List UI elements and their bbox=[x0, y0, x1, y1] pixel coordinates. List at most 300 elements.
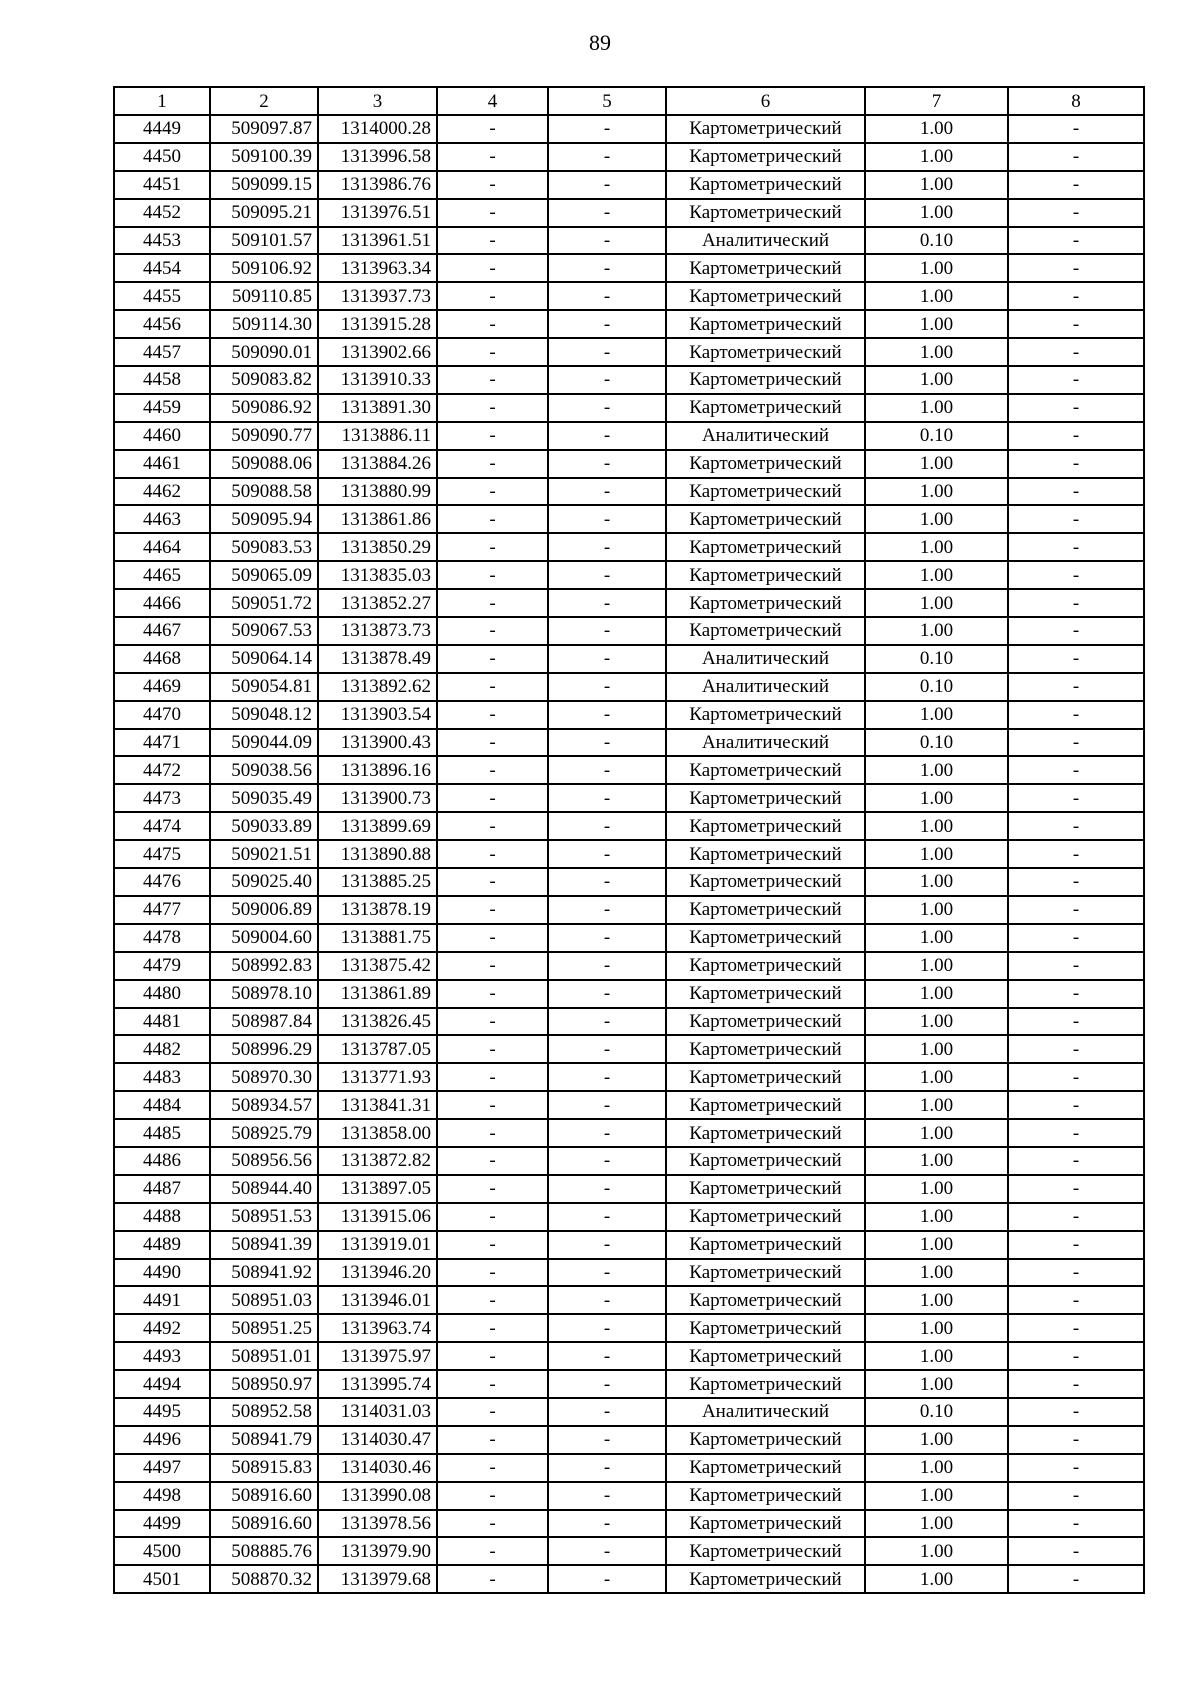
accuracy-cell: 0.10 bbox=[865, 673, 1008, 701]
table-row bbox=[114, 422, 1144, 450]
column-5-cell: - bbox=[548, 533, 666, 561]
method-cell: Картометрический bbox=[666, 338, 865, 366]
method-cell: Картометрический bbox=[666, 1537, 865, 1565]
table-row bbox=[114, 1008, 1144, 1036]
y-coordinate-cell: 1313852.27 bbox=[318, 589, 437, 617]
table-row bbox=[114, 673, 1144, 701]
column-5-cell: - bbox=[548, 1119, 666, 1147]
y-coordinate-cell: 1313878.19 bbox=[318, 896, 437, 924]
y-coordinate-cell: 1313873.73 bbox=[318, 617, 437, 645]
column-5-cell: - bbox=[548, 840, 666, 868]
column-8-cell: - bbox=[1008, 1259, 1144, 1287]
x-coordinate-cell: 509090.77 bbox=[210, 422, 318, 450]
column-8-cell: - bbox=[1008, 1147, 1144, 1175]
column-4-cell: - bbox=[437, 422, 548, 450]
y-coordinate-cell: 1313900.73 bbox=[318, 784, 437, 812]
accuracy-cell: 1.00 bbox=[865, 924, 1008, 952]
y-coordinate-cell: 1313771.93 bbox=[318, 1063, 437, 1091]
column-4-cell: - bbox=[437, 1259, 548, 1287]
point-number-cell: 4494 bbox=[114, 1370, 210, 1398]
column-5-cell: - bbox=[548, 701, 666, 729]
table-row bbox=[114, 1231, 1144, 1259]
point-number-cell: 4476 bbox=[114, 868, 210, 896]
point-number-cell: 4457 bbox=[114, 338, 210, 366]
x-coordinate-cell: 509099.15 bbox=[210, 171, 318, 199]
method-cell: Картометрический bbox=[666, 1426, 865, 1454]
x-coordinate-cell: 508915.83 bbox=[210, 1454, 318, 1482]
y-coordinate-cell: 1313826.45 bbox=[318, 1008, 437, 1036]
y-coordinate-cell: 1313885.25 bbox=[318, 868, 437, 896]
column-4-cell: - bbox=[437, 338, 548, 366]
table-row bbox=[114, 1286, 1144, 1314]
column-5-cell: - bbox=[548, 310, 666, 338]
column-5-cell: - bbox=[548, 784, 666, 812]
table-row bbox=[114, 394, 1144, 422]
x-coordinate-cell: 509095.94 bbox=[210, 505, 318, 533]
column-header: 5 bbox=[548, 87, 666, 115]
column-8-cell: - bbox=[1008, 1454, 1144, 1482]
column-5-cell: - bbox=[548, 1537, 666, 1565]
column-8-cell: - bbox=[1008, 589, 1144, 617]
x-coordinate-cell: 509088.58 bbox=[210, 478, 318, 506]
table-row bbox=[114, 840, 1144, 868]
accuracy-cell: 1.00 bbox=[865, 701, 1008, 729]
accuracy-cell: 1.00 bbox=[865, 589, 1008, 617]
accuracy-cell: 1.00 bbox=[865, 1203, 1008, 1231]
method-cell: Картометрический bbox=[666, 394, 865, 422]
accuracy-cell: 1.00 bbox=[865, 1426, 1008, 1454]
y-coordinate-cell: 1314030.46 bbox=[318, 1454, 437, 1482]
column-8-cell: - bbox=[1008, 505, 1144, 533]
column-4-cell: - bbox=[437, 394, 548, 422]
x-coordinate-cell: 508951.03 bbox=[210, 1286, 318, 1314]
table-row bbox=[114, 1510, 1144, 1538]
y-coordinate-cell: 1313976.51 bbox=[318, 199, 437, 227]
column-4-cell: - bbox=[437, 924, 548, 952]
point-number-cell: 4479 bbox=[114, 952, 210, 980]
column-8-cell: - bbox=[1008, 1231, 1144, 1259]
column-4-cell: - bbox=[437, 673, 548, 701]
y-coordinate-cell: 1313915.06 bbox=[318, 1203, 437, 1231]
method-cell: Картометрический bbox=[666, 1565, 865, 1593]
y-coordinate-cell: 1313897.05 bbox=[318, 1175, 437, 1203]
point-number-cell: 4464 bbox=[114, 533, 210, 561]
table-row bbox=[114, 1175, 1144, 1203]
table-row bbox=[114, 1147, 1144, 1175]
column-8-cell: - bbox=[1008, 115, 1144, 143]
method-cell: Аналитический bbox=[666, 422, 865, 450]
point-number-cell: 4493 bbox=[114, 1342, 210, 1370]
x-coordinate-cell: 509033.89 bbox=[210, 812, 318, 840]
x-coordinate-cell: 508941.92 bbox=[210, 1259, 318, 1287]
y-coordinate-cell: 1313861.89 bbox=[318, 980, 437, 1008]
method-cell: Картометрический bbox=[666, 1035, 865, 1063]
column-5-cell: - bbox=[548, 952, 666, 980]
table-row bbox=[114, 505, 1144, 533]
page-number: 89 bbox=[589, 30, 611, 55]
x-coordinate-cell: 509051.72 bbox=[210, 589, 318, 617]
y-coordinate-cell: 1313978.56 bbox=[318, 1510, 437, 1538]
point-number-cell: 4449 bbox=[114, 115, 210, 143]
accuracy-cell: 1.00 bbox=[865, 1510, 1008, 1538]
table-row bbox=[114, 143, 1144, 171]
point-number-cell: 4456 bbox=[114, 310, 210, 338]
point-number-cell: 4474 bbox=[114, 812, 210, 840]
column-5-cell: - bbox=[548, 812, 666, 840]
column-8-cell: - bbox=[1008, 422, 1144, 450]
x-coordinate-cell: 509064.14 bbox=[210, 645, 318, 673]
method-cell: Картометрический bbox=[666, 1203, 865, 1231]
point-number-cell: 4472 bbox=[114, 756, 210, 784]
point-number-cell: 4478 bbox=[114, 924, 210, 952]
column-5-cell: - bbox=[548, 561, 666, 589]
point-number-cell: 4465 bbox=[114, 561, 210, 589]
column-4-cell: - bbox=[437, 282, 548, 310]
column-5-cell: - bbox=[548, 1063, 666, 1091]
column-8-cell: - bbox=[1008, 1008, 1144, 1036]
column-4-cell: - bbox=[437, 1426, 548, 1454]
x-coordinate-cell: 509048.12 bbox=[210, 701, 318, 729]
column-5-cell: - bbox=[548, 199, 666, 227]
method-cell: Картометрический bbox=[666, 952, 865, 980]
x-coordinate-cell: 508987.84 bbox=[210, 1008, 318, 1036]
method-cell: Аналитический bbox=[666, 729, 865, 757]
method-cell: Картометрический bbox=[666, 1370, 865, 1398]
coordinates-table bbox=[113, 86, 1145, 1594]
point-number-cell: 4475 bbox=[114, 840, 210, 868]
point-number-cell: 4451 bbox=[114, 171, 210, 199]
table-row bbox=[114, 450, 1144, 478]
point-number-cell: 4453 bbox=[114, 227, 210, 255]
accuracy-cell: 1.00 bbox=[865, 366, 1008, 394]
table-row bbox=[114, 1314, 1144, 1342]
column-4-cell: - bbox=[437, 701, 548, 729]
y-coordinate-cell: 1313896.16 bbox=[318, 756, 437, 784]
x-coordinate-cell: 509083.82 bbox=[210, 366, 318, 394]
column-8-cell: - bbox=[1008, 952, 1144, 980]
column-8-cell: - bbox=[1008, 756, 1144, 784]
column-8-cell: - bbox=[1008, 1035, 1144, 1063]
point-number-cell: 4488 bbox=[114, 1203, 210, 1231]
column-4-cell: - bbox=[437, 1147, 548, 1175]
point-number-cell: 4454 bbox=[114, 254, 210, 282]
column-4-cell: - bbox=[437, 1342, 548, 1370]
x-coordinate-cell: 508925.79 bbox=[210, 1119, 318, 1147]
column-8-cell: - bbox=[1008, 1063, 1144, 1091]
table-row bbox=[114, 1398, 1144, 1426]
x-coordinate-cell: 508916.60 bbox=[210, 1510, 318, 1538]
column-4-cell: - bbox=[437, 812, 548, 840]
y-coordinate-cell: 1313946.01 bbox=[318, 1286, 437, 1314]
column-8-cell: - bbox=[1008, 1119, 1144, 1147]
accuracy-cell: 1.00 bbox=[865, 310, 1008, 338]
y-coordinate-cell: 1313946.20 bbox=[318, 1259, 437, 1287]
method-cell: Картометрический bbox=[666, 1063, 865, 1091]
y-coordinate-cell: 1313841.31 bbox=[318, 1091, 437, 1119]
accuracy-cell: 1.00 bbox=[865, 784, 1008, 812]
method-cell: Картометрический bbox=[666, 840, 865, 868]
method-cell: Картометрический bbox=[666, 1231, 865, 1259]
column-8-cell: - bbox=[1008, 254, 1144, 282]
accuracy-cell: 1.00 bbox=[865, 868, 1008, 896]
accuracy-cell: 1.00 bbox=[865, 171, 1008, 199]
column-header: 2 bbox=[210, 87, 318, 115]
y-coordinate-cell: 1313915.28 bbox=[318, 310, 437, 338]
method-cell: Аналитический bbox=[666, 227, 865, 255]
column-4-cell: - bbox=[437, 1537, 548, 1565]
accuracy-cell: 1.00 bbox=[865, 1314, 1008, 1342]
column-4-cell: - bbox=[437, 756, 548, 784]
accuracy-cell: 0.10 bbox=[865, 1398, 1008, 1426]
column-5-cell: - bbox=[548, 171, 666, 199]
column-5-cell: - bbox=[548, 1231, 666, 1259]
method-cell: Картометрический bbox=[666, 561, 865, 589]
column-4-cell: - bbox=[437, 1454, 548, 1482]
x-coordinate-cell: 509101.57 bbox=[210, 227, 318, 255]
column-4-cell: - bbox=[437, 1119, 548, 1147]
y-coordinate-cell: 1313890.88 bbox=[318, 840, 437, 868]
column-4-cell: - bbox=[437, 1231, 548, 1259]
column-8-cell: - bbox=[1008, 729, 1144, 757]
table-row bbox=[114, 366, 1144, 394]
x-coordinate-cell: 508996.29 bbox=[210, 1035, 318, 1063]
point-number-cell: 4459 bbox=[114, 394, 210, 422]
table-row bbox=[114, 1482, 1144, 1510]
point-number-cell: 4490 bbox=[114, 1259, 210, 1287]
table-row bbox=[114, 1426, 1144, 1454]
column-8-cell: - bbox=[1008, 533, 1144, 561]
point-number-cell: 4500 bbox=[114, 1537, 210, 1565]
column-5-cell: - bbox=[548, 1035, 666, 1063]
point-number-cell: 4467 bbox=[114, 617, 210, 645]
x-coordinate-cell: 509083.53 bbox=[210, 533, 318, 561]
point-number-cell: 4473 bbox=[114, 784, 210, 812]
accuracy-cell: 1.00 bbox=[865, 980, 1008, 1008]
column-5-cell: - bbox=[548, 227, 666, 255]
x-coordinate-cell: 508941.79 bbox=[210, 1426, 318, 1454]
accuracy-cell: 1.00 bbox=[865, 478, 1008, 506]
table-header-row bbox=[114, 87, 1144, 115]
accuracy-cell: 1.00 bbox=[865, 1175, 1008, 1203]
column-5-cell: - bbox=[548, 1286, 666, 1314]
method-cell: Картометрический bbox=[666, 1091, 865, 1119]
table-row bbox=[114, 589, 1144, 617]
x-coordinate-cell: 509004.60 bbox=[210, 924, 318, 952]
column-5-cell: - bbox=[548, 1454, 666, 1482]
accuracy-cell: 1.00 bbox=[865, 1454, 1008, 1482]
point-number-cell: 4455 bbox=[114, 282, 210, 310]
column-4-cell: - bbox=[437, 1565, 548, 1593]
column-8-cell: - bbox=[1008, 310, 1144, 338]
table-row bbox=[114, 617, 1144, 645]
accuracy-cell: 0.10 bbox=[865, 227, 1008, 255]
y-coordinate-cell: 1313899.69 bbox=[318, 812, 437, 840]
x-coordinate-cell: 508941.39 bbox=[210, 1231, 318, 1259]
column-8-cell: - bbox=[1008, 840, 1144, 868]
column-4-cell: - bbox=[437, 1091, 548, 1119]
column-4-cell: - bbox=[437, 1482, 548, 1510]
point-number-cell: 4480 bbox=[114, 980, 210, 1008]
column-4-cell: - bbox=[437, 617, 548, 645]
column-5-cell: - bbox=[548, 115, 666, 143]
y-coordinate-cell: 1313884.26 bbox=[318, 450, 437, 478]
point-number-cell: 4470 bbox=[114, 701, 210, 729]
point-number-cell: 4458 bbox=[114, 366, 210, 394]
point-number-cell: 4481 bbox=[114, 1008, 210, 1036]
column-5-cell: - bbox=[548, 1147, 666, 1175]
method-cell: Картометрический bbox=[666, 171, 865, 199]
column-8-cell: - bbox=[1008, 812, 1144, 840]
x-coordinate-cell: 509106.92 bbox=[210, 254, 318, 282]
accuracy-cell: 1.00 bbox=[865, 199, 1008, 227]
column-5-cell: - bbox=[548, 505, 666, 533]
accuracy-cell: 1.00 bbox=[865, 1342, 1008, 1370]
column-8-cell: - bbox=[1008, 896, 1144, 924]
point-number-cell: 4496 bbox=[114, 1426, 210, 1454]
column-8-cell: - bbox=[1008, 1286, 1144, 1314]
method-cell: Картометрический bbox=[666, 199, 865, 227]
accuracy-cell: 1.00 bbox=[865, 1565, 1008, 1593]
point-number-cell: 4483 bbox=[114, 1063, 210, 1091]
x-coordinate-cell: 509065.09 bbox=[210, 561, 318, 589]
accuracy-cell: 1.00 bbox=[865, 1259, 1008, 1287]
method-cell: Картометрический bbox=[666, 505, 865, 533]
column-8-cell: - bbox=[1008, 645, 1144, 673]
column-4-cell: - bbox=[437, 840, 548, 868]
x-coordinate-cell: 509097.87 bbox=[210, 115, 318, 143]
column-5-cell: - bbox=[548, 143, 666, 171]
column-4-cell: - bbox=[437, 1370, 548, 1398]
point-number-cell: 4489 bbox=[114, 1231, 210, 1259]
column-8-cell: - bbox=[1008, 980, 1144, 1008]
method-cell: Картометрический bbox=[666, 1119, 865, 1147]
method-cell: Аналитический bbox=[666, 645, 865, 673]
column-4-cell: - bbox=[437, 1035, 548, 1063]
point-number-cell: 4452 bbox=[114, 199, 210, 227]
method-cell: Аналитический bbox=[666, 1398, 865, 1426]
column-4-cell: - bbox=[437, 450, 548, 478]
method-cell: Аналитический bbox=[666, 673, 865, 701]
column-8-cell: - bbox=[1008, 227, 1144, 255]
method-cell: Картометрический bbox=[666, 533, 865, 561]
table-row bbox=[114, 924, 1144, 952]
column-5-cell: - bbox=[548, 1203, 666, 1231]
point-number-cell: 4463 bbox=[114, 505, 210, 533]
accuracy-cell: 1.00 bbox=[865, 756, 1008, 784]
x-coordinate-cell: 509095.21 bbox=[210, 199, 318, 227]
x-coordinate-cell: 508952.58 bbox=[210, 1398, 318, 1426]
method-cell: Картометрический bbox=[666, 701, 865, 729]
column-5-cell: - bbox=[548, 1314, 666, 1342]
point-number-cell: 4482 bbox=[114, 1035, 210, 1063]
x-coordinate-cell: 508951.53 bbox=[210, 1203, 318, 1231]
table-row bbox=[114, 784, 1144, 812]
column-5-cell: - bbox=[548, 422, 666, 450]
column-5-cell: - bbox=[548, 1370, 666, 1398]
y-coordinate-cell: 1313861.86 bbox=[318, 505, 437, 533]
column-4-cell: - bbox=[437, 561, 548, 589]
column-8-cell: - bbox=[1008, 282, 1144, 310]
method-cell: Картометрический bbox=[666, 310, 865, 338]
point-number-cell: 4460 bbox=[114, 422, 210, 450]
point-number-cell: 4487 bbox=[114, 1175, 210, 1203]
accuracy-cell: 1.00 bbox=[865, 338, 1008, 366]
x-coordinate-cell: 509025.40 bbox=[210, 868, 318, 896]
table-row bbox=[114, 227, 1144, 255]
column-8-cell: - bbox=[1008, 617, 1144, 645]
accuracy-cell: 1.00 bbox=[865, 143, 1008, 171]
table-row bbox=[114, 756, 1144, 784]
column-5-cell: - bbox=[548, 478, 666, 506]
method-cell: Картометрический bbox=[666, 1175, 865, 1203]
column-4-cell: - bbox=[437, 533, 548, 561]
table-row bbox=[114, 199, 1144, 227]
column-5-cell: - bbox=[548, 282, 666, 310]
accuracy-cell: 1.00 bbox=[865, 1482, 1008, 1510]
point-number-cell: 4468 bbox=[114, 645, 210, 673]
x-coordinate-cell: 508992.83 bbox=[210, 952, 318, 980]
column-8-cell: - bbox=[1008, 924, 1144, 952]
y-coordinate-cell: 1313996.58 bbox=[318, 143, 437, 171]
y-coordinate-cell: 1313995.74 bbox=[318, 1370, 437, 1398]
accuracy-cell: 1.00 bbox=[865, 896, 1008, 924]
column-8-cell: - bbox=[1008, 1091, 1144, 1119]
point-number-cell: 4501 bbox=[114, 1565, 210, 1593]
accuracy-cell: 1.00 bbox=[865, 1370, 1008, 1398]
y-coordinate-cell: 1313919.01 bbox=[318, 1231, 437, 1259]
table-row bbox=[114, 980, 1144, 1008]
column-8-cell: - bbox=[1008, 171, 1144, 199]
point-number-cell: 4497 bbox=[114, 1454, 210, 1482]
column-header: 7 bbox=[865, 87, 1008, 115]
column-8-cell: - bbox=[1008, 1342, 1144, 1370]
y-coordinate-cell: 1313880.99 bbox=[318, 478, 437, 506]
column-4-cell: - bbox=[437, 505, 548, 533]
method-cell: Картометрический bbox=[666, 1286, 865, 1314]
x-coordinate-cell: 508950.97 bbox=[210, 1370, 318, 1398]
column-8-cell: - bbox=[1008, 1314, 1144, 1342]
method-cell: Картометрический bbox=[666, 1314, 865, 1342]
x-coordinate-cell: 508934.57 bbox=[210, 1091, 318, 1119]
table-row bbox=[114, 478, 1144, 506]
method-cell: Картометрический bbox=[666, 617, 865, 645]
table-row bbox=[114, 338, 1144, 366]
point-number-cell: 4486 bbox=[114, 1147, 210, 1175]
column-8-cell: - bbox=[1008, 1398, 1144, 1426]
y-coordinate-cell: 1313878.49 bbox=[318, 645, 437, 673]
column-5-cell: - bbox=[548, 1259, 666, 1287]
method-cell: Картометрический bbox=[666, 896, 865, 924]
column-4-cell: - bbox=[437, 254, 548, 282]
column-header: 6 bbox=[666, 87, 865, 115]
method-cell: Картометрический bbox=[666, 450, 865, 478]
column-8-cell: - bbox=[1008, 784, 1144, 812]
point-number-cell: 4461 bbox=[114, 450, 210, 478]
column-8-cell: - bbox=[1008, 1203, 1144, 1231]
table-row bbox=[114, 645, 1144, 673]
column-5-cell: - bbox=[548, 366, 666, 394]
column-8-cell: - bbox=[1008, 1537, 1144, 1565]
y-coordinate-cell: 1313850.29 bbox=[318, 533, 437, 561]
x-coordinate-cell: 509088.06 bbox=[210, 450, 318, 478]
column-5-cell: - bbox=[548, 729, 666, 757]
column-5-cell: - bbox=[548, 450, 666, 478]
table-row bbox=[114, 1091, 1144, 1119]
table-row bbox=[114, 1259, 1144, 1287]
accuracy-cell: 1.00 bbox=[865, 1119, 1008, 1147]
column-5-cell: - bbox=[548, 1426, 666, 1454]
method-cell: Картометрический bbox=[666, 756, 865, 784]
